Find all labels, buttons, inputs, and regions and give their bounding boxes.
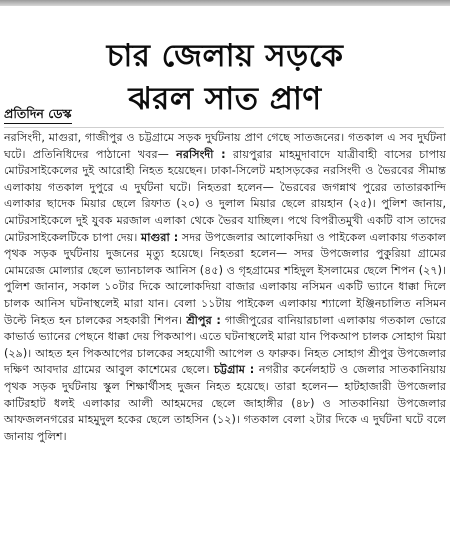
article-sreepur-text: গাজীপুরের বানিয়ারচালা এলাকায় গতকাল ভোরে কাভার্ড ভ্যানের পেছনে ধাক্কা দেয় পিকআপ। এতে ঘটনাস্থলেই মারা যান পিকআপ চালক সোহাগ মিয়া (২৯)। আহত হন পিকআপের চালকের সহযোগী আপেল ও ফারুক। নিহত সোহাগ শ্রীপুর উপজেলার দক্ষিণ আবদার গ্রামের আবুল কাশেমের ছেলে। — [4, 313, 446, 377]
headline-line-1: চার জেলায় সড়কে — [106, 37, 344, 74]
top-border — [0, 0, 450, 6]
byline-divider — [4, 127, 444, 128]
article-chattogram-text: নগরীর কর্নেলহাট ও জেলার সাতকানিয়ায় পৃথক সড়ক দুর্ঘটনায় স্কুল শিক্ষার্থীসহ দুজন নিহত হয়েছে। তারা হলেন— হাটহাজারী উপজেলার কাটিরহাট ধলই এলাকার আলী আহমদের ছেলে জাহাঙ্গীর (৪৮) ও সাতকানিয়া উপজেলার আফজলনগরের মাহমুদুল হকের ছেলে তাহসিন (১২)। গতকাল বেলা ২টার দিকে এ দুর্ঘটনা ঘটে বলে জানায় পুলিশ। — [4, 363, 446, 443]
location-label-sreepur: শ্রীপুর : — [186, 313, 221, 327]
article-narsingdi-text: রায়পুরার মাহমুদাবাদে যাত্রীবাহী বাসের চাপায় মোটরসাইকেলের দুই আরোহী নিহত হয়েছেন। ঢাকা-সিলেট মহাসড়কের নরসিংদী ও ভৈরবের সীমান্ত এলাকায় গতকাল দুপুরে এ দুর্ঘটনা ঘটে। নিহতরা হলেন— ভৈরবের জগন্নাথ পুরের তাতারকান্দি এলাকার ছাদেক মিয়ার ছেলে রিফাত (২০) ও দুলাল মিয়ার ছেলে রায়হান (২৫)। পুলিশ জানায়, মোটরসাইকেলে দুই যুবক মরজাল এলাকা থেকে ভৈরব যাচ্ছিল। পথে বিপরীতমুখী একটি বাস তাদের মোটরসাইকেলটিকে চাপা দেয়। — [4, 147, 446, 244]
headline-line-2: ঝরল সাত প্রাণ — [128, 80, 322, 117]
article-magura-text: সদর উপজেলার আলোকদিয়া ও পাইকেল এলাকায় গতকাল পৃথক সড়ক দুর্ঘটনায় দুজনের মৃত্যু হয়েছে। নিহতরা হলেন— সদর উপজেলার পুকুরিয়া গ্রামের মোমরেজ মোল্যার ছেলে ভ্যানচালক আনিস (৪৫) ও গৃহগ্রামের শহিদুল ইসলামের ছেলে শিপন (২৭)। পুলিশ জানান, সকাল ১০টার দিকে আলোকদিয়া বাজার এলাকায় নসিমন একটি ভ্যানে ধাক্কা দিলে চালক আনিস ঘটনাস্থলেই মারা যান। বেলা ১১টায় পাইকেল এলাকায় শ্যালো ইঞ্জিনচালিত নসিমন উল্টে নিহত হন চালকের সহকারী শিপন। — [4, 230, 446, 327]
location-label-magura: মাগুরা : — [141, 230, 179, 244]
location-label-chattogram: চট্টগ্রাম : — [214, 363, 255, 377]
byline-desk: প্রতিদিন ডেস্ক — [4, 106, 72, 124]
location-label-narsingdi: নরসিংদী : — [176, 147, 226, 161]
article-body — [4, 130, 446, 445]
article-intro: নরসিংদী, মাগুরা, গাজীপুর ও চট্টগ্রামে সড়ক দুর্ঘটনায় প্রাণ গেছে সাতজনের। গতকাল এ সব দুর্ঘটনা ঘটে। প্রতিনিধিদের পাঠানো খবর— — [4, 131, 446, 161]
